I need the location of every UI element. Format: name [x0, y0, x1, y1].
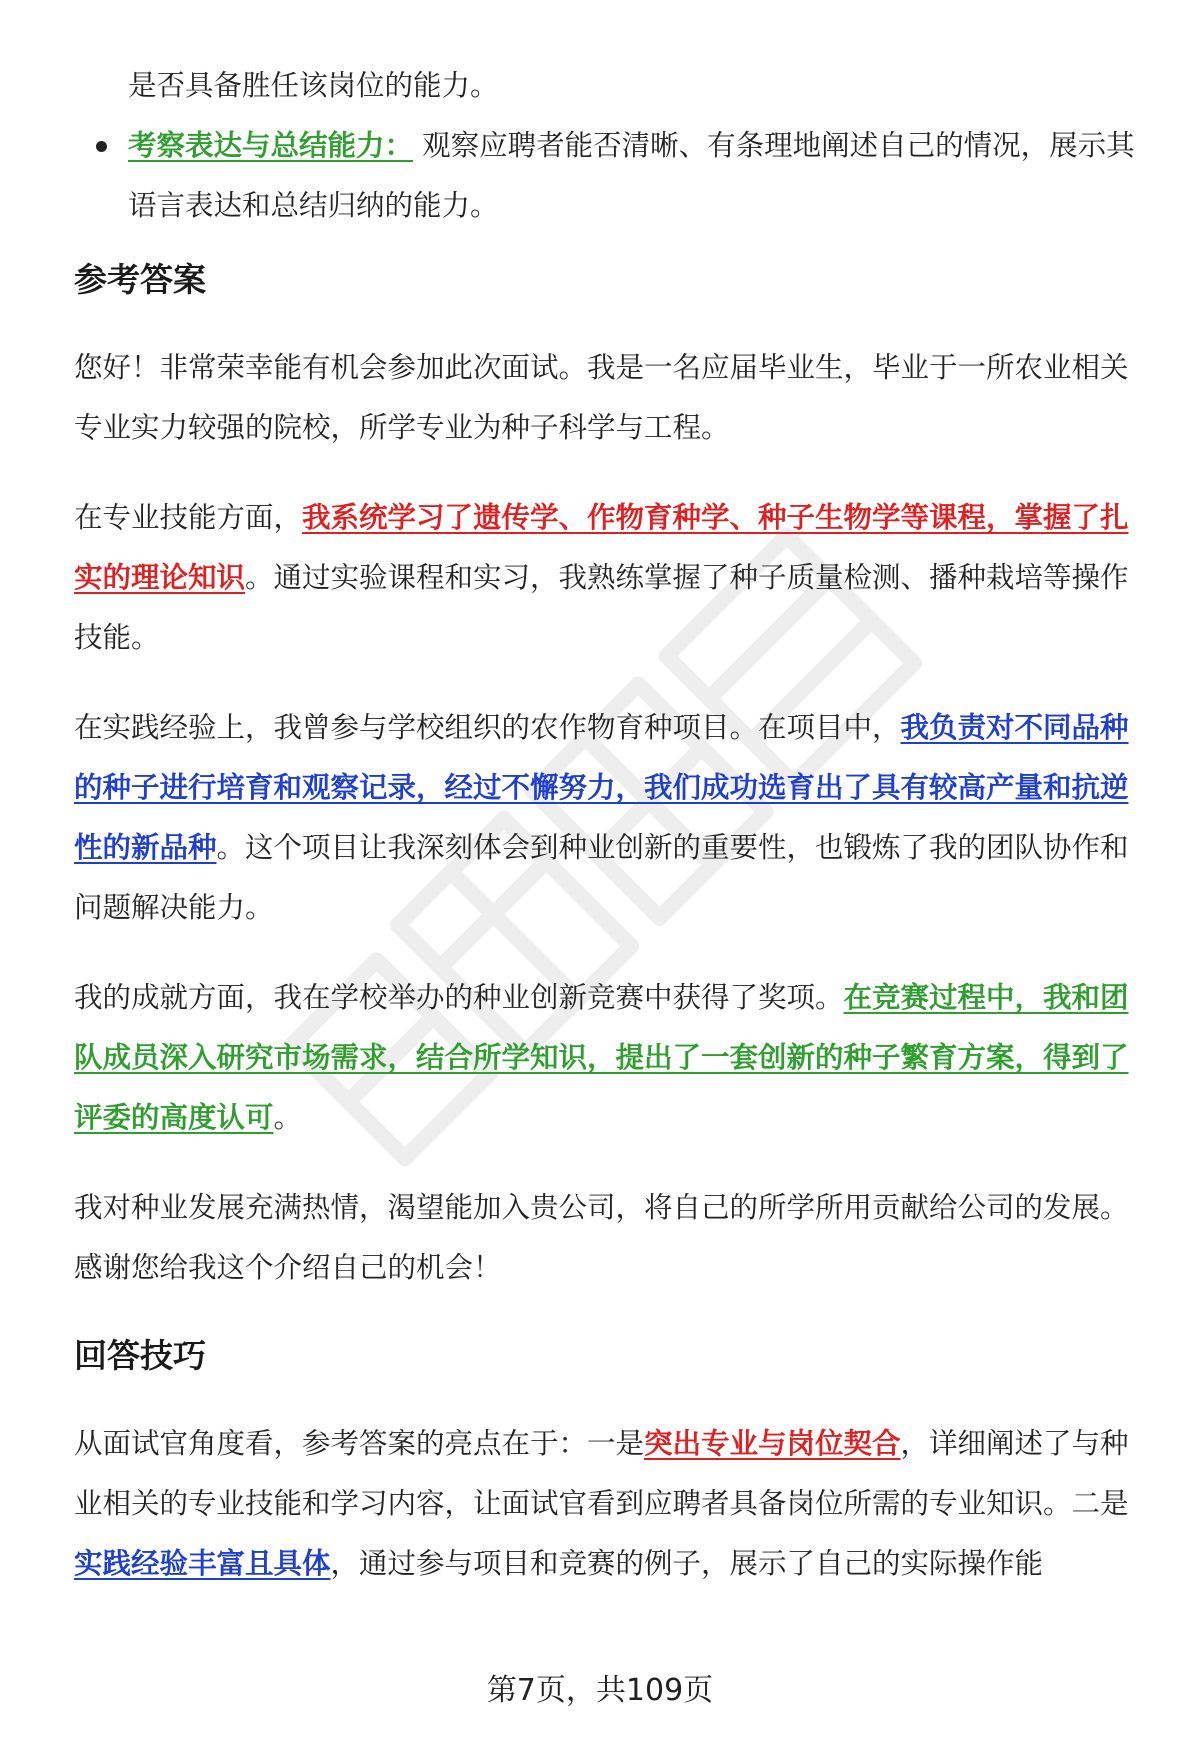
section-heading-tips: 回答技巧: [74, 1336, 206, 1375]
text-segment: ，详细阐述了与种业相关的专业技能和学习内容，让面试官看到应聘者具备岗位所需的专业知识。二是: [74, 1427, 1129, 1520]
paragraph-tips: [74, 1414, 1144, 1594]
text-segment: 。这个项目让我深刻体会到种业创新的重要性，也锻炼了我的团队协作和问题解决能力。: [74, 831, 1129, 924]
list-item: [74, 116, 1144, 236]
highlight-blue: 我负责对不同品种的种子进行培育和观察记录，经过不懈努力，我们成功选育出了具有较高产量和抗逆性的新品种: [74, 711, 1129, 864]
text-segment: 在实践经验上，我曾参与学校组织的农作物育种项目。在项目中，: [74, 711, 901, 744]
continuation-text: 是否具备胜任该岗位的能力。: [128, 69, 499, 102]
paragraph-experience: [74, 698, 1144, 938]
highlight-red: 突出专业与岗位契合: [644, 1427, 901, 1460]
paragraph-skills: [74, 488, 1144, 668]
criterion-label: 考察表达与总结能力：: [128, 129, 414, 162]
highlight-red: 我系统学习了遗传学、作物育种学、种子生物学等课程，掌握了扎实的理论知识: [74, 501, 1129, 594]
paragraph-achievements: [74, 968, 1144, 1148]
text-segment: 我的成就方面，我在学校举办的种业创新竞赛中获得了奖项。: [74, 981, 844, 1014]
criteria-list: [74, 116, 1144, 236]
highlight-blue: 实践经验丰富且具体: [74, 1547, 331, 1580]
text-segment: ，通过参与项目和竞赛的例子，展示了自己的实际操作能: [330, 1547, 1044, 1580]
paragraph-closing: 我对种业发展充满热情，渴望能加入贵公司，将自己的所学所用贡献给公司的发展。感谢您给我这个介绍自己的机会！: [74, 1191, 1129, 1284]
content-area: [74, 56, 1144, 1594]
section-heading-reference: 参考答案: [74, 260, 206, 299]
text-segment: 。通过实验课程和实习，我熟练掌握了种子质量检测、播种栽培等操作技能。: [74, 561, 1129, 654]
text-segment: 。: [273, 1101, 303, 1134]
page-number: 第7页，共109页: [486, 1673, 714, 1708]
paragraph-greeting: 您好！非常荣幸能有机会参加此次面试。我是一名应届毕业生，毕业于一所农业相关专业实力较强的院校，所学专业为种子科学与工程。: [74, 351, 1129, 444]
text-segment: 从面试官角度看，参考答案的亮点在于：一是: [74, 1427, 645, 1460]
text-segment: 在专业技能方面，: [74, 501, 303, 534]
criterion-text: 观察应聘者能否清晰、有条理地阐述自己的情况，展示其语言表达和总结归纳的能力。: [128, 129, 1135, 222]
highlight-green: 在竞赛过程中，我和团队成员深入研究市场需求，结合所学知识，提出了一套创新的种子繁育方案，得到了评委的高度认可: [74, 981, 1129, 1134]
